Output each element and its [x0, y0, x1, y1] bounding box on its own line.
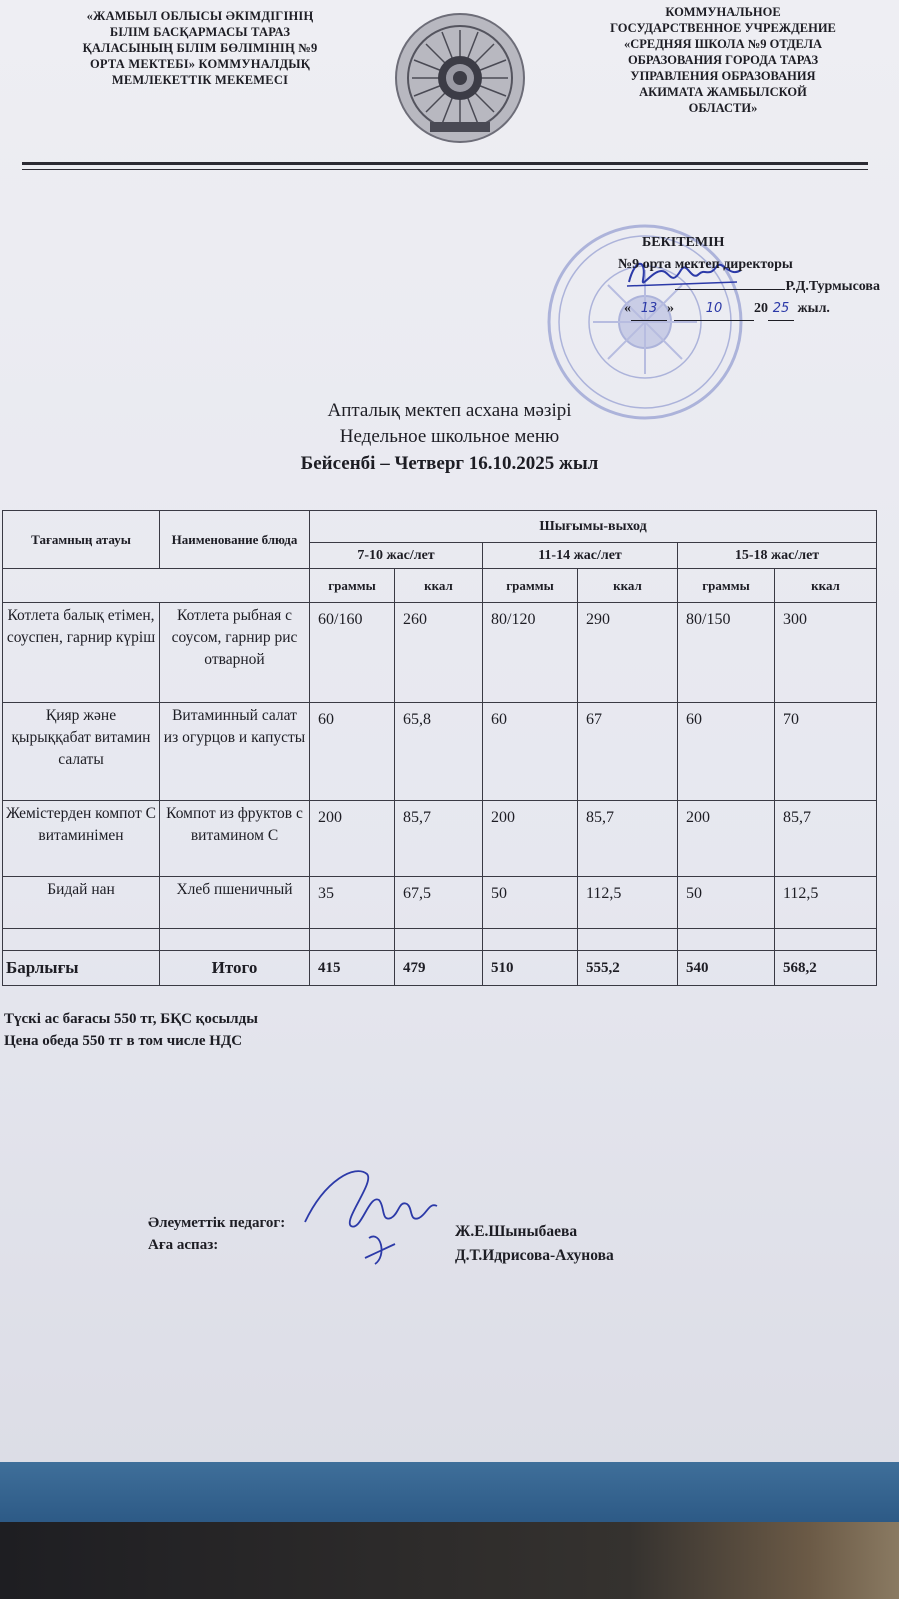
background-band [0, 1462, 899, 1522]
name-social-pedagog: Ж.Е.Шыныбаева [455, 1223, 578, 1240]
value-cell: 60 [483, 703, 578, 801]
value-cell: 260 [395, 603, 483, 703]
header-right-ru [568, 4, 878, 116]
header-right-line: АКИМАТА ЖАМБЫЛСКОЙ [639, 85, 807, 99]
value-cell: 85,7 [395, 801, 483, 877]
total-value: 479 [395, 951, 483, 986]
title-ru: Недельное школьное меню [339, 426, 560, 447]
dish-name-kz: Қияр және қырыққабат витамин салаты [3, 703, 160, 801]
unit-header-kcal: ккал [395, 569, 483, 603]
header-right-line: УПРАВЛЕНИЯ ОБРАЗОВАНИЯ [630, 69, 816, 83]
menu-table [2, 510, 877, 986]
unit-header-kcal: ккал [578, 569, 678, 603]
value-cell: 85,7 [578, 801, 678, 877]
price-kz: Түскі ас бағасы 550 тг, БҚС қосылды [4, 1011, 258, 1027]
approval-year-suffix: 25 [768, 298, 794, 321]
header-right-line: «СРЕДНЯЯ ШКОЛА №9 ОТДЕЛА [623, 37, 823, 51]
menu-titles [0, 398, 899, 478]
value-cell: 200 [310, 801, 395, 877]
title-day: Бейсенбі – Четверг 16.10.2025 жыл [300, 453, 599, 474]
value-cell: 60 [678, 703, 775, 801]
approval-position: №9 орта мектеп директоры [618, 257, 793, 272]
dish-name-kz: Котлета балық етімен, соуспен, гарнир күріш [3, 603, 160, 703]
dish-name-kz: Жемістерден компот С витаминімен [3, 801, 160, 877]
unit-header-grams: граммы [310, 569, 395, 603]
value-cell: 300 [775, 603, 877, 703]
dish-name-ru: Витаминный салат из огурцов и капусты [160, 703, 310, 801]
empty-cell [3, 569, 310, 603]
total-label-ru: Итого [160, 951, 310, 986]
approval-block: БЕКІТЕМІН №9 орта мектеп директоры Р.Д.Турмысова « 13 » 10 20 25 жыл. [618, 232, 888, 321]
unit-header-grams: граммы [483, 569, 578, 603]
col-header-kz: Тағамның атауы [3, 511, 160, 569]
table-row [3, 603, 877, 703]
table-row [3, 801, 877, 877]
header-left-line: ҚАЛАСЫНЫҢ БІЛІМ БӨЛІМІНІҢ №9 [82, 41, 318, 55]
unit-header-kcal: ккал [775, 569, 877, 603]
background-floor [0, 1522, 899, 1599]
header-left-line: МЕМЛЕКЕТТІК МЕКЕМЕСІ [111, 73, 289, 87]
title-kz: Апталық мектеп асхана мәзірі [327, 400, 572, 421]
value-cell: 290 [578, 603, 678, 703]
header-divider-thin [22, 169, 868, 170]
age-group-header: 11-14 жас/лет [483, 543, 678, 569]
name-head-cook: Д.Т.Идрисова-Ахунова [455, 1247, 614, 1264]
value-cell: 80/120 [483, 603, 578, 703]
price-note [4, 1008, 258, 1052]
value-cell: 67,5 [395, 877, 483, 929]
value-cell: 112,5 [775, 877, 877, 929]
role-head-cook: Аға аспаз: [148, 1237, 219, 1253]
value-cell: 50 [483, 877, 578, 929]
value-cell: 70 [775, 703, 877, 801]
total-value: 555,2 [578, 951, 678, 986]
col-header-output: Шығымы-выход [310, 511, 877, 543]
role-social-pedagog: Әлеуметтік педагог: [148, 1215, 286, 1231]
approval-year-word: жыл. [797, 301, 830, 316]
dish-name-ru: Хлеб пшеничный [160, 877, 310, 929]
total-value: 540 [678, 951, 775, 986]
header-right-line: ГОСУДАРСТВЕННОЕ УЧРЕЖДЕНИЕ [610, 21, 836, 35]
table-row-total [3, 951, 877, 986]
total-value: 415 [310, 951, 395, 986]
pedagog-signature [295, 1160, 455, 1270]
dish-name-ru: Котлета рыбная с соусом, гарнир рис отварной [160, 603, 310, 703]
col-header-ru: Наименование блюда [160, 511, 310, 569]
age-group-header: 15-18 жас/лет [678, 543, 877, 569]
header-right-line: ОБРАЗОВАНИЯ ГОРОДА ТАРАЗ [627, 53, 819, 67]
total-value: 568,2 [775, 951, 877, 986]
price-ru: Цена обеда 550 тг в том числе НДС [4, 1033, 243, 1049]
dish-name-ru: Компот из фруктов с витамином С [160, 801, 310, 877]
table-row [3, 877, 877, 929]
value-cell: 200 [483, 801, 578, 877]
approval-day: 13 [631, 298, 667, 321]
total-label-kz: Барлығы [3, 951, 160, 986]
value-cell: 50 [678, 877, 775, 929]
value-cell: 60/160 [310, 603, 395, 703]
dish-name-kz: Бидай нан [3, 877, 160, 929]
approval-month: 10 [674, 298, 754, 321]
value-cell: 35 [310, 877, 395, 929]
header-right-line: КОММУНАЛЬНОЕ [665, 5, 781, 19]
table-row [3, 703, 877, 801]
header-left-line: БІЛІМ БАСҚАРМАСЫ ТАРАЗ [109, 25, 291, 39]
value-cell: 80/150 [678, 603, 775, 703]
approval-director: Р.Д.Турмысова [785, 279, 880, 294]
value-cell: 67 [578, 703, 678, 801]
header-left-line: «ЖАМБЫЛ ОБЛЫСЫ ӘКІМДІГІНІҢ [86, 9, 314, 23]
value-cell: 60 [310, 703, 395, 801]
header-left-kz [40, 8, 360, 88]
age-group-header: 7-10 жас/лет [310, 543, 483, 569]
approval-title: БЕКІТЕМІН [642, 235, 725, 250]
value-cell: 112,5 [578, 877, 678, 929]
unit-header-grams: граммы [678, 569, 775, 603]
signature-roles [148, 1212, 285, 1256]
value-cell: 65,8 [395, 703, 483, 801]
total-value: 510 [483, 951, 578, 986]
signature-names [455, 1220, 614, 1268]
value-cell: 85,7 [775, 801, 877, 877]
value-cell: 200 [678, 801, 775, 877]
table-row-empty [3, 929, 877, 951]
header-right-line: ОБЛАСТИ» [688, 101, 758, 115]
header-left-line: ОРТА МЕКТЕБІ» КОММУНАЛДЫҚ [89, 57, 310, 71]
approval-year-prefix: 20 [754, 301, 768, 316]
state-emblem-icon [392, 10, 528, 146]
header-divider [22, 162, 868, 165]
